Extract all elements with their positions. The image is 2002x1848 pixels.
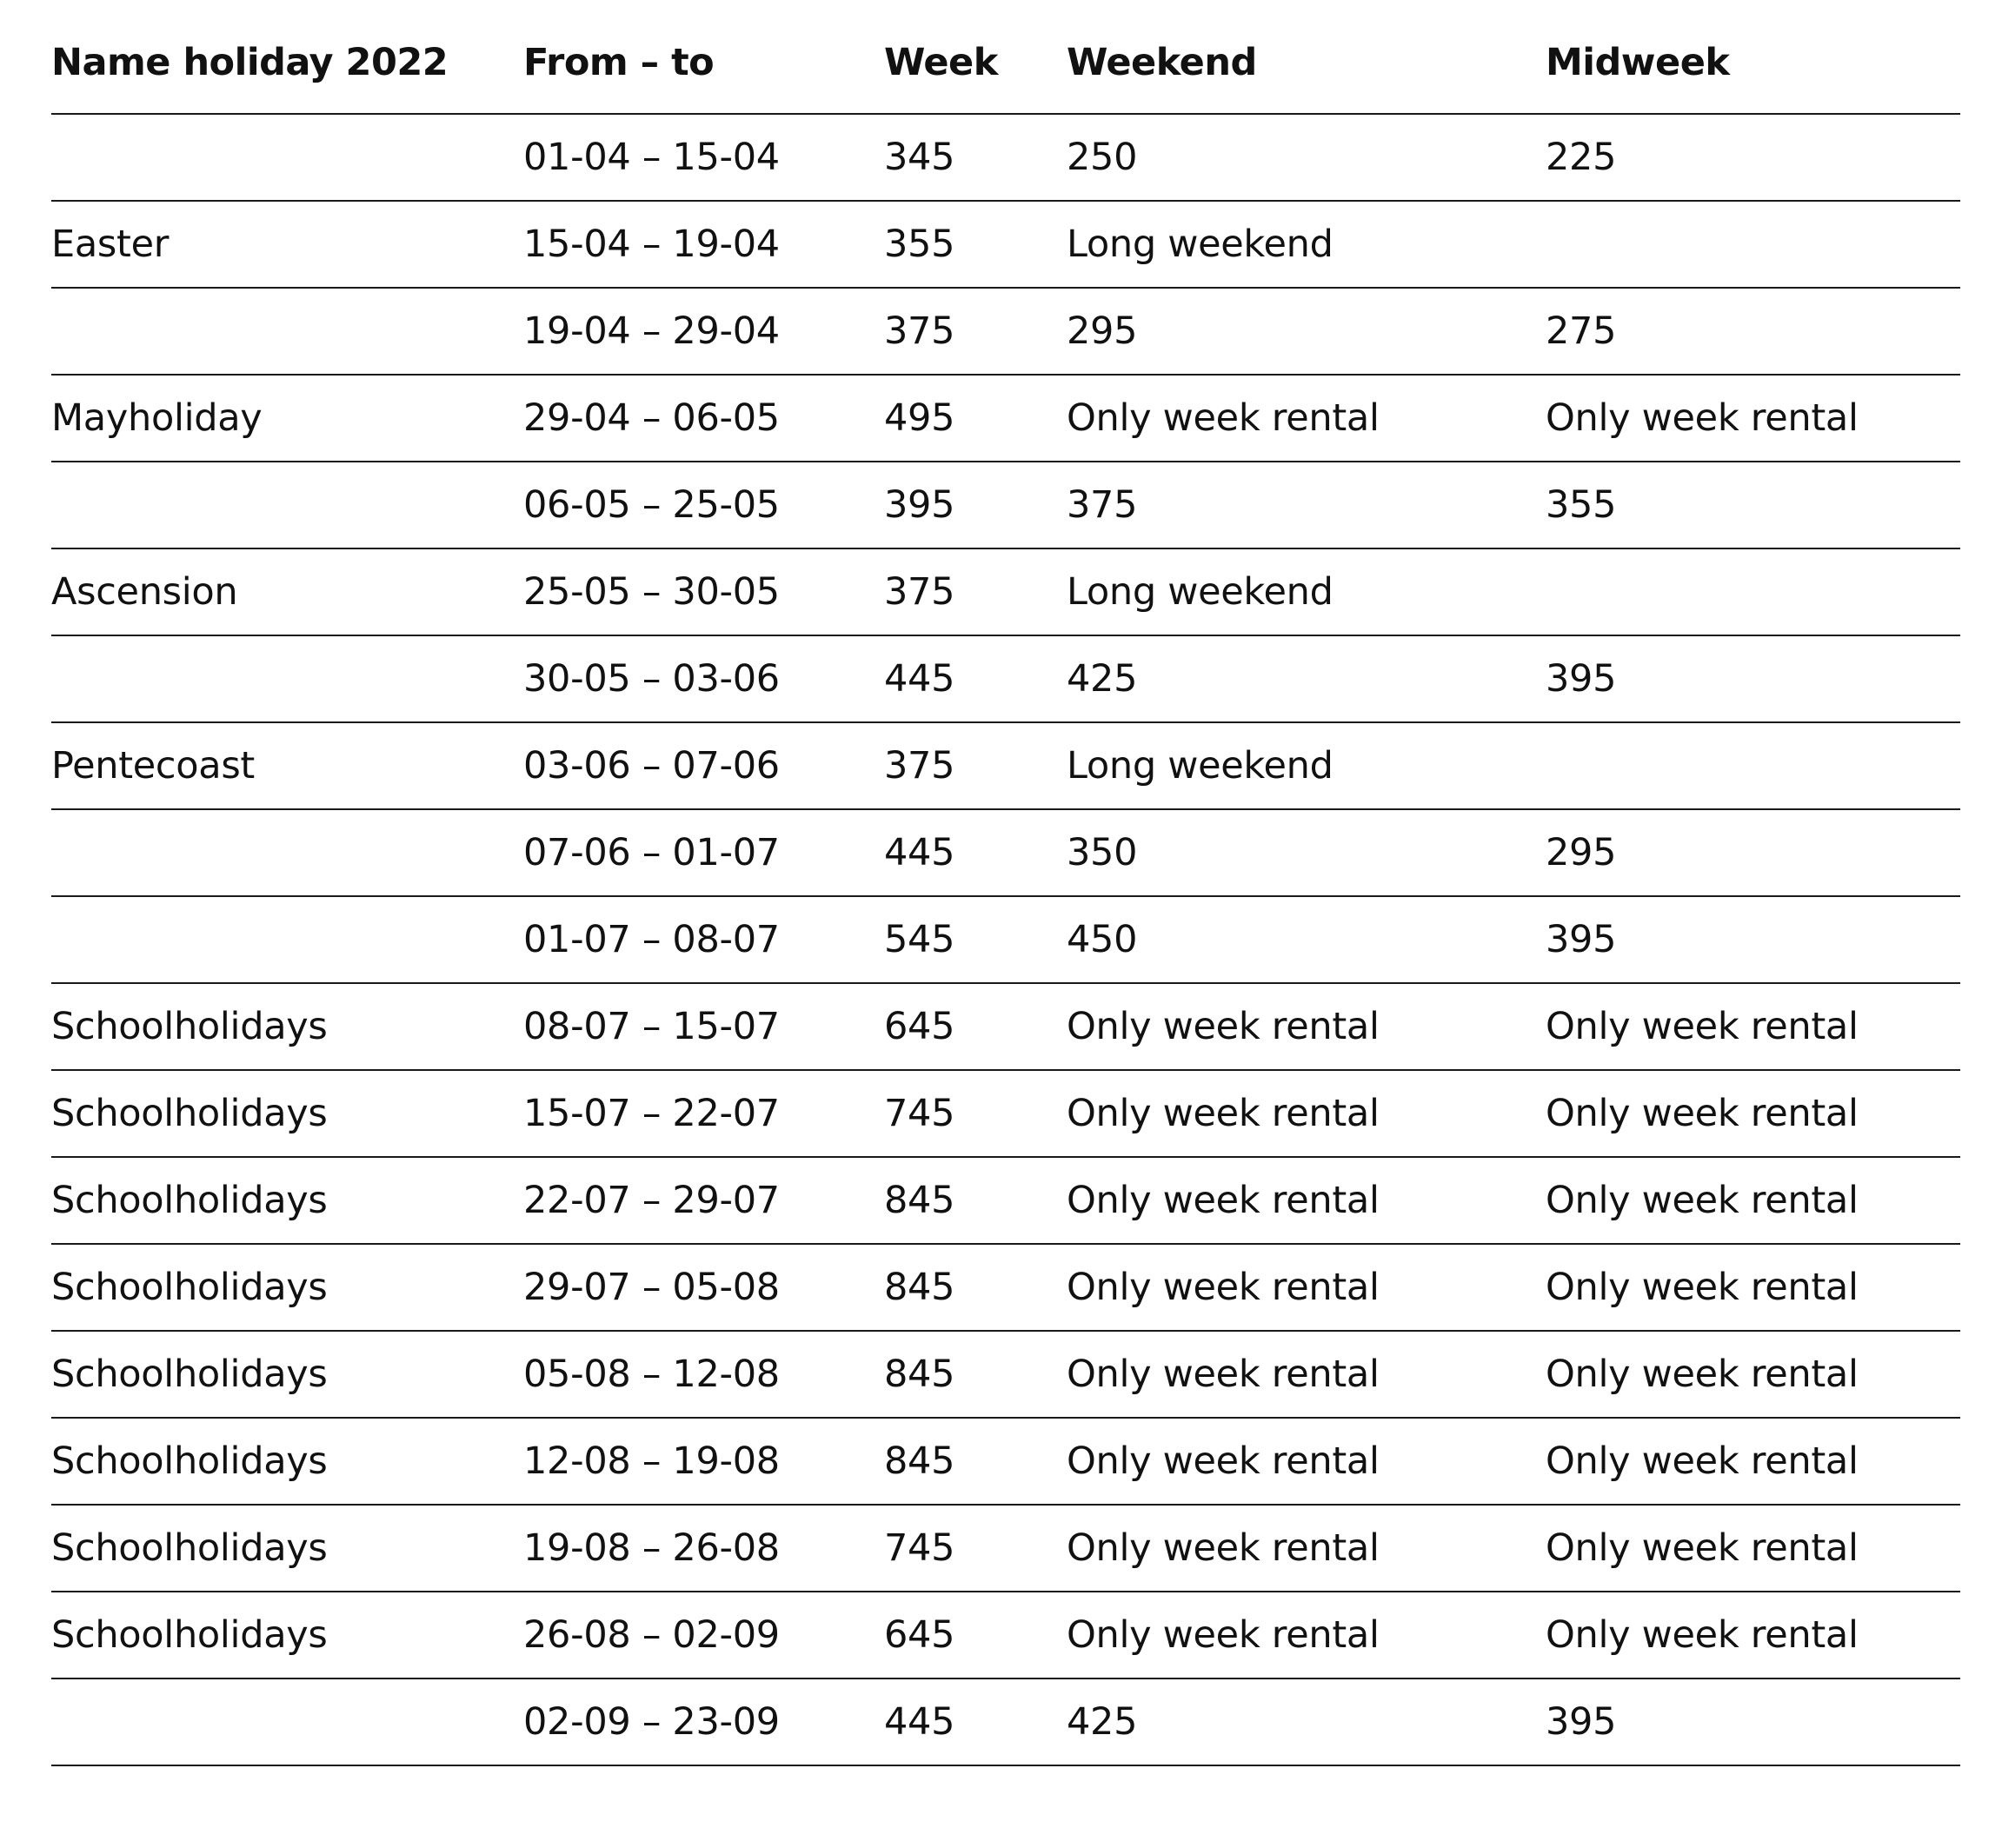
cell-week-price: 745 — [884, 1505, 1067, 1592]
header-name-holiday: Name holiday 2022 — [51, 0, 523, 114]
header-from-to: From – to — [523, 0, 884, 114]
cell-holiday-name: Easter — [51, 201, 523, 288]
cell-weekend-price: Only week rental — [1067, 1505, 1546, 1592]
cell-midweek-price: 225 — [1546, 114, 1960, 201]
cell-date-range: 01-07 – 08-07 — [523, 896, 884, 983]
cell-weekend-price: Only week rental — [1067, 1244, 1546, 1331]
cell-week-price: 845 — [884, 1157, 1067, 1244]
cell-holiday-name — [51, 809, 523, 896]
table-row — [51, 1244, 1960, 1331]
cell-holiday-name — [51, 114, 523, 201]
cell-holiday-name — [51, 1678, 523, 1765]
table-row — [51, 635, 1960, 722]
cell-weekend-price: Long weekend — [1067, 722, 1546, 809]
cell-weekend-price: Only week rental — [1067, 375, 1546, 462]
cell-weekend-price: 350 — [1067, 809, 1546, 896]
table-row — [51, 983, 1960, 1070]
header-week: Week — [884, 0, 1067, 114]
cell-midweek-price: Only week rental — [1546, 1070, 1960, 1157]
cell-midweek-price: Only week rental — [1546, 1331, 1960, 1418]
table-row — [51, 201, 1960, 288]
cell-week-price: 645 — [884, 983, 1067, 1070]
cell-holiday-name: Schoolholidays — [51, 1592, 523, 1678]
cell-date-range: 26-08 – 02-09 — [523, 1592, 884, 1678]
cell-week-price: 645 — [884, 1592, 1067, 1678]
cell-week-price: 445 — [884, 635, 1067, 722]
cell-date-range: 07-06 – 01-07 — [523, 809, 884, 896]
table-row — [51, 809, 1960, 896]
cell-midweek-price: 295 — [1546, 809, 1960, 896]
cell-midweek-price — [1546, 548, 1960, 635]
cell-weekend-price: Only week rental — [1067, 1418, 1546, 1505]
table-row — [51, 1157, 1960, 1244]
cell-date-range: 03-06 – 07-06 — [523, 722, 884, 809]
cell-midweek-price: Only week rental — [1546, 1157, 1960, 1244]
table-row — [51, 462, 1960, 548]
cell-holiday-name: Schoolholidays — [51, 1505, 523, 1592]
cell-date-range: 19-08 – 26-08 — [523, 1505, 884, 1592]
cell-date-range: 29-07 – 05-08 — [523, 1244, 884, 1331]
cell-midweek-price — [1546, 722, 1960, 809]
cell-date-range: 15-07 – 22-07 — [523, 1070, 884, 1157]
cell-date-range: 29-04 – 06-05 — [523, 375, 884, 462]
cell-date-range: 05-08 – 12-08 — [523, 1331, 884, 1418]
cell-date-range: 08-07 – 15-07 — [523, 983, 884, 1070]
cell-weekend-price: Only week rental — [1067, 1070, 1546, 1157]
cell-midweek-price: Only week rental — [1546, 1592, 1960, 1678]
cell-weekend-price: Only week rental — [1067, 1331, 1546, 1418]
cell-holiday-name: Ascension — [51, 548, 523, 635]
cell-holiday-name: Schoolholidays — [51, 983, 523, 1070]
cell-week-price: 375 — [884, 548, 1067, 635]
table-row — [51, 1418, 1960, 1505]
table-row — [51, 375, 1960, 462]
cell-date-range: 01-04 – 15-04 — [523, 114, 884, 201]
cell-week-price: 745 — [884, 1070, 1067, 1157]
header-midweek: Midweek — [1546, 0, 1960, 114]
cell-date-range: 12-08 – 19-08 — [523, 1418, 884, 1505]
cell-weekend-price: 375 — [1067, 462, 1546, 548]
table-row — [51, 114, 1960, 201]
cell-week-price: 395 — [884, 462, 1067, 548]
cell-week-price: 445 — [884, 809, 1067, 896]
cell-date-range: 06-05 – 25-05 — [523, 462, 884, 548]
cell-week-price: 495 — [884, 375, 1067, 462]
cell-date-range: 30-05 – 03-06 — [523, 635, 884, 722]
cell-holiday-name — [51, 462, 523, 548]
cell-weekend-price: 425 — [1067, 1678, 1546, 1765]
cell-week-price: 355 — [884, 201, 1067, 288]
cell-midweek-price: 395 — [1546, 635, 1960, 722]
table-row — [51, 1505, 1960, 1592]
table-row — [51, 1331, 1960, 1418]
cell-date-range: 22-07 – 29-07 — [523, 1157, 884, 1244]
cell-weekend-price: 250 — [1067, 114, 1546, 201]
cell-midweek-price: Only week rental — [1546, 1418, 1960, 1505]
cell-holiday-name: Schoolholidays — [51, 1070, 523, 1157]
cell-week-price: 345 — [884, 114, 1067, 201]
cell-weekend-price: 450 — [1067, 896, 1546, 983]
cell-date-range: 25-05 – 30-05 — [523, 548, 884, 635]
cell-holiday-name — [51, 896, 523, 983]
table-body — [51, 114, 1960, 1765]
cell-holiday-name: Schoolholidays — [51, 1157, 523, 1244]
cell-holiday-name: Schoolholidays — [51, 1331, 523, 1418]
cell-holiday-name — [51, 635, 523, 722]
table-row — [51, 896, 1960, 983]
table-row — [51, 1678, 1960, 1765]
table-row — [51, 288, 1960, 375]
cell-week-price: 375 — [884, 288, 1067, 375]
cell-week-price: 845 — [884, 1418, 1067, 1505]
cell-week-price: 375 — [884, 722, 1067, 809]
cell-date-range: 02-09 – 23-09 — [523, 1678, 884, 1765]
cell-week-price: 845 — [884, 1244, 1067, 1331]
cell-midweek-price: 355 — [1546, 462, 1960, 548]
cell-midweek-price — [1546, 201, 1960, 288]
cell-week-price: 445 — [884, 1678, 1067, 1765]
cell-weekend-price: Long weekend — [1067, 548, 1546, 635]
cell-holiday-name: Schoolholidays — [51, 1244, 523, 1331]
header-weekend: Weekend — [1067, 0, 1546, 114]
cell-midweek-price: Only week rental — [1546, 375, 1960, 462]
cell-midweek-price: 395 — [1546, 896, 1960, 983]
cell-date-range: 19-04 – 29-04 — [523, 288, 884, 375]
cell-midweek-price: Only week rental — [1546, 1244, 1960, 1331]
table-row — [51, 722, 1960, 809]
cell-holiday-name — [51, 288, 523, 375]
cell-midweek-price: Only week rental — [1546, 1505, 1960, 1592]
cell-weekend-price: Only week rental — [1067, 1157, 1546, 1244]
cell-holiday-name: Mayholiday — [51, 375, 523, 462]
cell-weekend-price: 295 — [1067, 288, 1546, 375]
cell-weekend-price: Only week rental — [1067, 983, 1546, 1070]
cell-date-range: 15-04 – 19-04 — [523, 201, 884, 288]
cell-weekend-price: 425 — [1067, 635, 1546, 722]
table-row — [51, 548, 1960, 635]
cell-weekend-price: Only week rental — [1067, 1592, 1546, 1678]
cell-week-price: 845 — [884, 1331, 1067, 1418]
cell-midweek-price: 395 — [1546, 1678, 1960, 1765]
table-header — [51, 0, 1960, 114]
cell-midweek-price: 275 — [1546, 288, 1960, 375]
cell-weekend-price: Long weekend — [1067, 201, 1546, 288]
cell-week-price: 545 — [884, 896, 1067, 983]
cell-holiday-name: Schoolholidays — [51, 1418, 523, 1505]
cell-holiday-name: Pentecoast — [51, 722, 523, 809]
table-row — [51, 1592, 1960, 1678]
header-row — [51, 0, 1960, 114]
table-row — [51, 1070, 1960, 1157]
holiday-price-table — [51, 0, 1960, 1766]
cell-midweek-price: Only week rental — [1546, 983, 1960, 1070]
